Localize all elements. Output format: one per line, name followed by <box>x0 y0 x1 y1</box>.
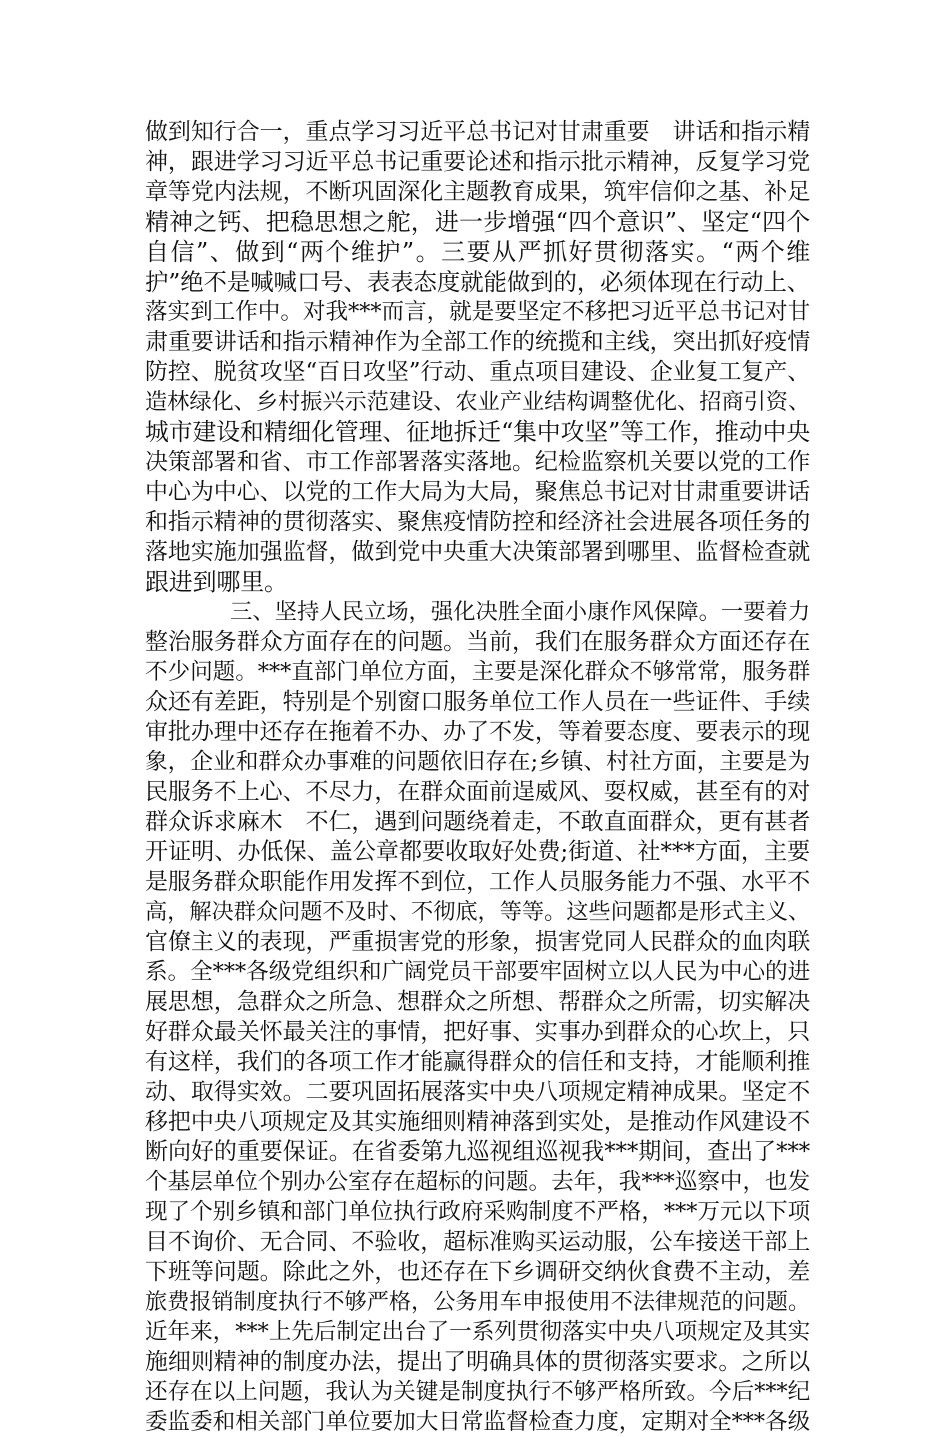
text-line: 落地实施加强监督，做到党中央重大决策部署到哪里、监督检查就 <box>145 539 810 565</box>
text-line: 官僚主义的表现，严重损害党的形象，损害党同人民群众的血肉联 <box>145 929 810 955</box>
text-line: 不少问题。***直部门单位方面，主要是深化群众不够常常，服务群 <box>145 659 810 685</box>
text-line: 是服务群众职能作用发挥不到位，工作人员服务能力不强、水平不 <box>145 869 810 895</box>
text-line: 决策部署和省、市工作部署落实落地。纪检监察机关要以党的工作 <box>145 449 810 475</box>
text-line: 做到知行合一，重点学习习近平总书记对甘肃重要 讲话和指示精 <box>145 119 810 145</box>
text-line: 现了个别乡镇和部门单位执行政府采购制度不严格，***万元以下项 <box>145 1199 810 1225</box>
text-line: 高，解决群众问题不及时、不彻底，等等。这些问题都是形式主义、 <box>145 899 810 925</box>
text-line: 三、坚持人民立场，强化决胜全面小康作风保障。一要着力 <box>230 599 810 625</box>
text-line: 群众诉求麻木 不仁，遇到问题绕着走，不敢直面群众，更有甚者 <box>145 809 810 835</box>
text-line: 中心为中心、以党的工作大局为大局，聚焦总书记对甘肃重要讲话 <box>145 479 810 505</box>
text-line: 断向好的重要保证。在省委第九巡视组巡视我***期间，查出了*** <box>145 1139 810 1165</box>
text-line: 有这样，我们的各项工作才能赢得群众的信任和支持，才能顺利推 <box>145 1049 810 1075</box>
text-line: 下班等问题。除此之外，也还存在下乡调研交纳伙食费不主动，差 <box>145 1259 810 1285</box>
text-line: 移把中央八项规定及其实施细则精神落到实处，是推动作风建设不 <box>145 1109 810 1135</box>
text-line: 城市建设和精细化管理、征地拆迁“集中攻坚”等工作，推动中央 <box>145 418 810 446</box>
text-line: 个基层单位个别办公室存在超标的问题。去年，我***巡察中，也发 <box>145 1169 810 1195</box>
text-line: 象，企业和群众办事难的问题依旧存在;乡镇、村社方面，主要是为 <box>145 749 810 775</box>
text-line: 开证明、办低保、盖公章都要收取好处费;街道、社***方面，主要 <box>145 839 810 865</box>
text-line: 好群众最关怀最关注的事情，把好事、实事办到群众的心坎上，只 <box>145 1019 810 1045</box>
text-line: 章等党内法规，不断巩固深化主题教育成果，筑牢信仰之基、补足 <box>145 179 810 205</box>
text-line: 自信”、做到“两个维护”。三要从严抓好贯彻落实。“两个维 <box>145 238 810 266</box>
text-line: 施细则精神的制度办法，提出了明确具体的贯彻落实要求。之所以 <box>145 1349 810 1375</box>
text-line: 精神之钙、把稳思想之舵，进一步增强“四个意识”、坚定“四个 <box>145 208 810 236</box>
text-line: 肃重要讲话和指示精神作为全部工作的统揽和主线，突出抓好疫情 <box>145 329 810 355</box>
text-line: 近年来，***上先后制定出台了一系列贯彻落实中央八项规定及其实 <box>145 1319 810 1345</box>
text-line: 和指示精神的贯彻落实、聚焦疫情防控和经济社会进展各项任务的 <box>145 509 810 535</box>
text-line: 审批办理中还存在拖着不办、办了不发，等着要态度、要表示的现 <box>145 719 810 745</box>
text-line: 落实到工作中。对我***而言，就是要坚定不移把习近平总书记对甘 <box>145 299 810 325</box>
text-line: 造林绿化、乡村振兴示范建设、农业产业结构调整优化、招商引资、 <box>145 389 810 415</box>
text-line: 跟进到哪里。 <box>145 568 288 596</box>
text-line: 委监委和相关部门单位要加大日常监督检查力度，定期对全***各级 <box>145 1409 810 1435</box>
text-line: 民服务不上心、不尽力，在群众面前逞威风、耍权威，甚至有的对 <box>145 779 810 805</box>
text-line: 展思想，急群众之所急、想群众之所想、帮群众之所需，切实解决 <box>145 989 810 1015</box>
text-line: 神，跟进学习习近平总书记重要论述和指示批示精神，反复学习党 <box>145 149 810 175</box>
text-line: 目不询价、无合同、不验收，超标准购买运动服，公车接送干部上 <box>145 1229 810 1255</box>
text-line: 旅费报销制度执行不够严格，公务用车申报使用不法律规范的问题。 <box>145 1289 810 1315</box>
text-line: 系。全***各级党组织和广阔党员干部要牢固树立以人民为中心的进 <box>145 959 810 985</box>
text-line: 防控、脱贫攻坚“百日攻坚”行动、重点项目建设、企业复工复产、 <box>145 359 810 385</box>
text-line: 整治服务群众方面存在的问题。当前，我们在服务群众方面还存在 <box>145 629 810 655</box>
document-page <box>145 117 810 1435</box>
text-line: 动、取得实效。二要巩固拓展落实中央八项规定精神成果。坚定不 <box>145 1079 810 1105</box>
text-line: 众还有差距，特别是个别窗口服务单位工作人员在一些证件、手续 <box>145 689 810 715</box>
text-line: 护”绝不是喊喊口号、表表态度就能做到的，必须体现在行动上、 <box>145 268 810 296</box>
text-line: 还存在以上问题，我认为关键是制度执行不够严格所致。今后***纪 <box>145 1379 810 1405</box>
